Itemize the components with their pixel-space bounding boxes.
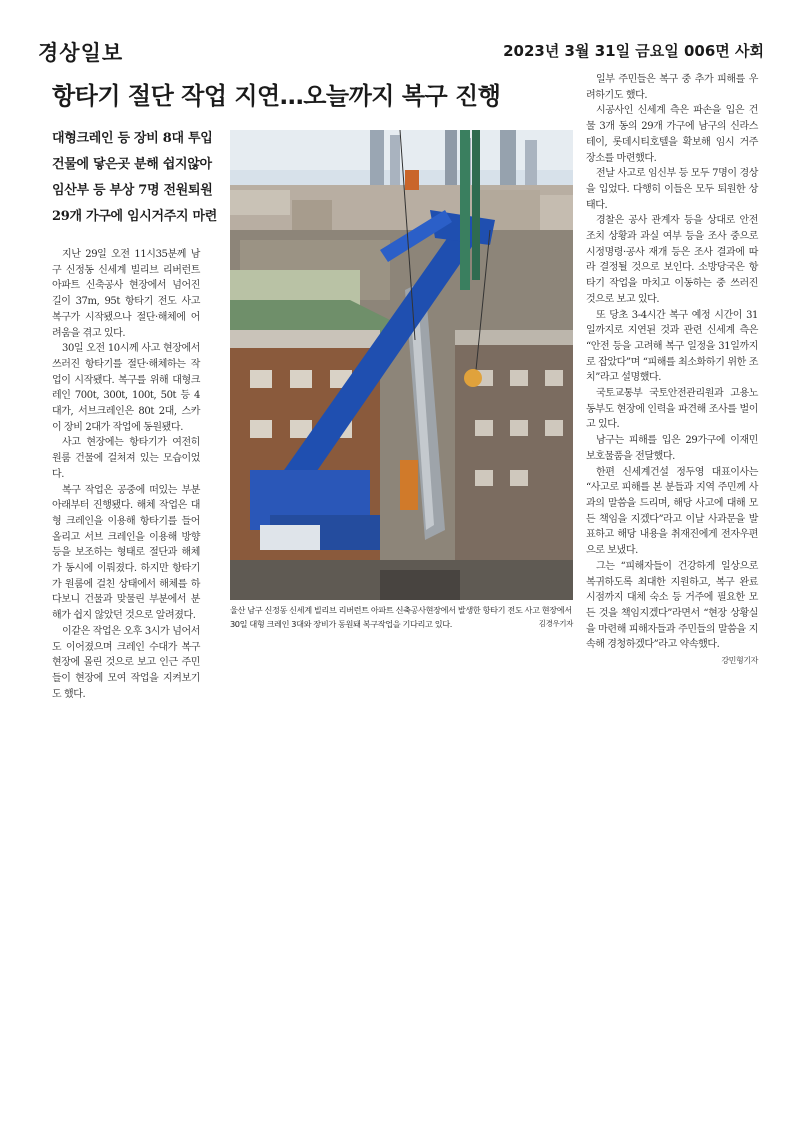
paragraph: 시공사인 신세계 측은 파손을 입은 건물 3개 동의 29개 가구에 남구의 신라스테이, 롯데시티호텔을 확보해 임시 거주 장소를 마련했다. [586,105,758,164]
subhead: 임산부 등 부상 7명 전원퇴원 [52,183,213,198]
paragraph: 이같은 작업은 오후 3시가 넘어서도 이어졌으며 크레인 수대가 복구 현장에 몰린 것으로 보고 인근 주민들이 현장에 모여 작업을 지켜보기도 했다. [52,625,200,700]
paragraph: 한편 신세계건설 정두영 대표이사는 “사고로 피해를 본 분들과 지역 주민께 사과의 말씀을 드리며, 해당 사고에 대해 모든 책임을 지겠다”라고 이날 사과문을 발표하고 해당 내용을 취재진에게 전자우편으로 보냈다. [586,466,758,557]
paper-name: 경상일보 [38,41,124,65]
paragraph: 전날 사고로 임신부 등 모두 7명이 경상을 입었다. 다행히 이들은 모두 퇴원한 상태다. [586,168,758,211]
news-photo [230,130,573,600]
article-headline: 항타기 절단 작업 지연…오늘까지 복구 진행 [52,82,501,110]
paragraph: 30일 오전 10시께 사고 현장에서 쓰러진 항타기를 절단·해체하는 작업이 시작됐다. 복구를 위해 대형크레인 700t, 300t, 100t, 50t 등 4대가, 서브크레인은 80t 2대, 스카이 장비 2대가 작업에 동원됐다. [52,343,200,433]
crane-accident-photo-illustration [230,130,573,600]
paragraph [586,559,758,666]
body-column-right [586,72,758,669]
paragraph: 사고 현장에는 항타기가 여전히 원룸 건물에 걸쳐져 있는 모습이었다. [52,437,200,480]
paragraph: 남구는 피해를 입은 29가구에 이재민 보호물품을 전달했다. [586,435,758,462]
paragraph: 일부 주민들은 복구 중 추가 피해를 우려하기도 했다. [586,74,758,101]
byline: 강민형기자 [721,656,758,666]
photo-caption [230,603,573,631]
paragraph: 복구 작업은 공중에 떠있는 부분 아래부터 진행됐다. 해체 작업은 대형 크레인을 이용해 항타기를 들어올리고 서브 크레인을 이용해 방향 등을 보조하는 형태로 절단과 해체가 동시에 이뤄졌다. 하지만 항타기가 원룸에 걸친 상태에서 해체를 하다보니 건물과 맞물린 부분에서 분해가 쉽지 않았던 것으로 알려졌다. [52,484,200,622]
subhead: 대형크레인 등 장비 8대 투입 [52,131,213,146]
subhead: 29개 가구에 임시거주지 마련 [52,209,218,224]
date-page-line: 2023년 3월 31일 금요일 006면 사회 [503,42,764,60]
paragraph-text: 그는 “피해자들이 건강하게 일상으로 복귀하도록 최대한 지원하고, 복구 완료 시점까지 대체 숙소 등 거주에 필요한 모든 것을 책임지겠다”라면서 “현장 상황실을 마련해 피해자들과 주민들의 말씀을 지속해 경청하겠다”라고 약속했다. [586,560,758,651]
subheads [52,126,232,230]
body-column-left [52,247,200,702]
photo-credit: 김경우기자 [538,619,573,628]
paragraph: 또 당초 3-4시간 복구 예정 시간이 31일까지로 지연된 것과 관련 신세계 측은 “안전 등을 고려해 복구 일정을 31일까지로 잡았다”며 “피해를 최소화하기 위한 조치”라고 설명했다. [586,309,758,384]
paragraph: 지난 29일 오전 11시35분께 남구 신정동 신세계 빌리브 리버런트 아파트 신축공사 현장에서 넘어진 길이 37m, 95t 항타기 전도 사고 복구가 시작됐으나 절단·해체에 어려움을 겪고 있다. [52,249,200,339]
masthead [38,37,764,65]
caption-text: 울산 남구 신정동 신세계 빌리브 리버런트 아파트 신축공사현장에서 발생한 항타기 전도 사고 현장에서 30일 대형 크레인 3대와 장비가 동원돼 복구작업을 기다리고 있다. [230,605,572,629]
subhead: 건물에 닿은곳 분해 쉽지않아 [52,157,212,172]
paragraph: 경찰은 공사 관계자 등을 상대로 안전 조치 상황과 과실 여부 등을 조사 중으로 시정명령·공사 재개 등은 조사 결과에 따라 결정될 것으로 보인다. 소방당국은 항타기 작업을 마치고 이동하는 중 쓰러진 것으로 보고 있다. [586,215,758,305]
paragraph: 국토교통부 국토안전관리원과 고용노동부도 현장에 인력을 파견해 조사를 벌이고 있다. [586,388,758,431]
